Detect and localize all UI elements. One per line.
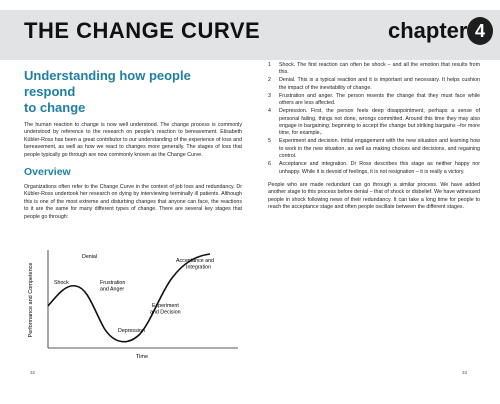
- intro-paragraph: The human reaction to change is now well understood. The change process is commonly understood by reference to the research on people's reaction to bereavement. Elisabeth Kübler-Ross has been a great contributor to our understanding of the experience of loss and bereavement, as well as how we react to changes more generally. The stages of loss that people typically go through are now commonly known as the Change Curve.: [24, 122, 242, 158]
- y-axis-label: Performance and Competence: [28, 262, 34, 338]
- section-title: [24, 68, 242, 116]
- list-item: [268, 62, 480, 77]
- section-title-line1: Understanding how people respond: [24, 68, 191, 99]
- list-item-text: Denial. This is a typical reaction and it is important and necessary. It helps cushion the impact of the inevitability of change.: [279, 77, 480, 91]
- overview-heading: Overview: [24, 166, 71, 179]
- list-item-number: 1: [268, 62, 271, 68]
- list-item-text: Depression. First, the person feels deep disappointment, perhaps a sense of personal failing, things not done, wrongs committed. Around this time they may also engage in bargaining: beginning to accept the change but striking bargains –for more time, for example,.: [279, 108, 480, 137]
- list-item-text: Frustration and anger. The person resents the change that they must face while others are less affected.: [279, 92, 480, 107]
- left-page-number: 32: [30, 370, 36, 375]
- section-title-line2: to change: [24, 100, 86, 115]
- stage-label-experiment: Experiment and Decision: [150, 303, 181, 316]
- stage-label-acceptance: Acceptance and Integration: [176, 258, 214, 271]
- list-item-text: Experiment and decision. Initial engagement with the new situation and learning how to work in the new situation, as well as making choices and decisions, and regaining control.: [279, 138, 480, 160]
- right-column: [268, 62, 480, 212]
- chapter-number-badge: 4: [467, 17, 493, 45]
- stage-label-frustration: Frustration and Anger: [100, 280, 126, 293]
- stage-label-shock: Shock: [54, 280, 69, 286]
- list-item-number: 2: [268, 77, 271, 84]
- list-item: [268, 161, 480, 176]
- list-item-number: 5: [268, 138, 271, 145]
- chapter-label: chapter: [388, 18, 468, 43]
- x-axis-label: Time: [135, 354, 149, 360]
- change-curve-chart: [24, 244, 244, 364]
- list-item: [268, 93, 480, 108]
- left-column: [24, 60, 242, 221]
- list-item-number: 6: [268, 161, 271, 168]
- overview-paragraph: Organizations often refer to the Change Curve in the context of job loss and redundancy. Dr Kübler-Ross undertook her research on dying by interviewing terminally ill patients. Although this is one of the most extreme and disturbing changes that anyone can face, the reactions to it are the same for many different types of change. There are several key stages that people go through:: [24, 184, 242, 220]
- page-title: THE CHANGE CURVE: [24, 18, 261, 43]
- right-page-number: 33: [462, 370, 468, 375]
- list-item: [268, 108, 480, 138]
- closing-paragraph: People who are made redundant can go through a similar process. We have added another stage to this process before denial – that of shock or disbelief. We have witnessed people in shock following news of their redundancy. It can take a long time for people to reach the acceptance stage and often people oscillate between the different stages.: [268, 182, 480, 211]
- stage-label-denial: Denial: [82, 254, 98, 260]
- list-item-number: 3: [268, 92, 271, 99]
- list-item: [268, 77, 480, 92]
- list-item-text: Acceptance and integration. Dr Ross describes this stage as neither happy nor unhappy. While it is devoid of feelings, it is not resignation – it is really a victory.: [279, 161, 480, 175]
- list-item-number: 4: [268, 108, 271, 115]
- stages-list: [268, 62, 480, 176]
- list-item-text: Shock. The first reaction can often be shock – and all the emotion that results from this.: [279, 62, 480, 76]
- stage-label-depression: Depression: [118, 328, 145, 334]
- list-item: [268, 138, 480, 160]
